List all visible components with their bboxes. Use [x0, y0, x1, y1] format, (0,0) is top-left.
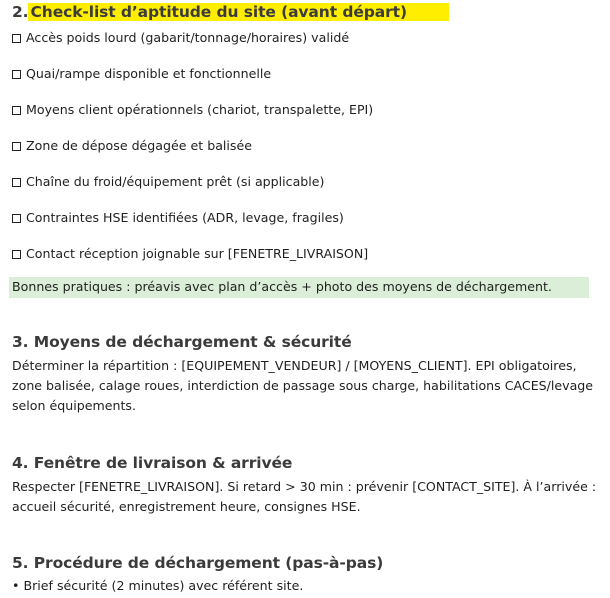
checkbox-icon[interactable] [12, 34, 21, 43]
list-item [12, 578, 303, 593]
checkbox-icon[interactable] [12, 214, 21, 223]
checklist-item-label: Contact réception joignable sur [FENETRE_LIVRAISON] [26, 246, 369, 261]
section-3-heading: 3. Moyens de déchargement & sécurité [12, 333, 352, 351]
checkbox-icon[interactable] [12, 106, 21, 115]
checklist-item[interactable] [12, 66, 271, 81]
section-5-heading: 5. Procédure de déchargement (pas-à-pas) [12, 554, 384, 572]
best-practice-tip: Bonnes pratiques : préavis avec plan d’accès + photo des moyens de déchargement. [12, 279, 552, 294]
checkbox-icon[interactable] [12, 250, 21, 259]
checklist-item-label: Moyens client opérationnels (chariot, transpalette, EPI) [26, 102, 374, 117]
checkbox-icon[interactable] [12, 142, 21, 151]
bullet-icon: • [12, 578, 20, 593]
checklist-item[interactable] [12, 246, 368, 261]
checklist-item[interactable] [12, 102, 373, 117]
section-4-body: Respecter [FENETRE_LIVRAISON]. Si retard > 30 min : prévenir [CONTACT_SITE]. À l’arrivée : accueil sécurité, enregistrement heure, consignes HSE. [12, 479, 597, 514]
section-2-title: Check-list d’aptitude du site (avant départ) [28, 3, 448, 21]
checkbox-icon[interactable] [12, 70, 21, 79]
checklist-item-label: Contraintes HSE identifiées (ADR, levage, fragiles) [26, 210, 344, 225]
checklist-item-label: Quai/rampe disponible et fonctionnelle [26, 66, 272, 81]
section-2-heading [12, 3, 449, 21]
checklist-item-label: Accès poids lourd (gabarit/tonnage/horaires) validé [26, 30, 350, 45]
checklist-item-label: Chaîne du froid/équipement prêt (si applicable) [26, 174, 325, 189]
checklist-item[interactable] [12, 174, 324, 189]
section-4-heading: 4. Fenêtre de livraison & arrivée [12, 454, 293, 472]
checklist-item[interactable] [12, 210, 344, 225]
list-item-label: Brief sécurité (2 minutes) avec référent site. [23, 578, 304, 593]
checklist-item-label: Zone de dépose dégagée et balisée [26, 138, 252, 153]
checklist-item[interactable] [12, 30, 349, 45]
checkbox-icon[interactable] [12, 178, 21, 187]
section-2-number: 2. [12, 3, 29, 21]
section-3-body: Déterminer la répartition : [EQUIPEMENT_VENDEUR] / [MOYENS_CLIENT]. EPI obligatoires, zone balisée, calage roues, interdiction de passage sous charge, habilitations CACES/levage selon équipements. [12, 358, 594, 413]
checklist-item[interactable] [12, 138, 252, 153]
